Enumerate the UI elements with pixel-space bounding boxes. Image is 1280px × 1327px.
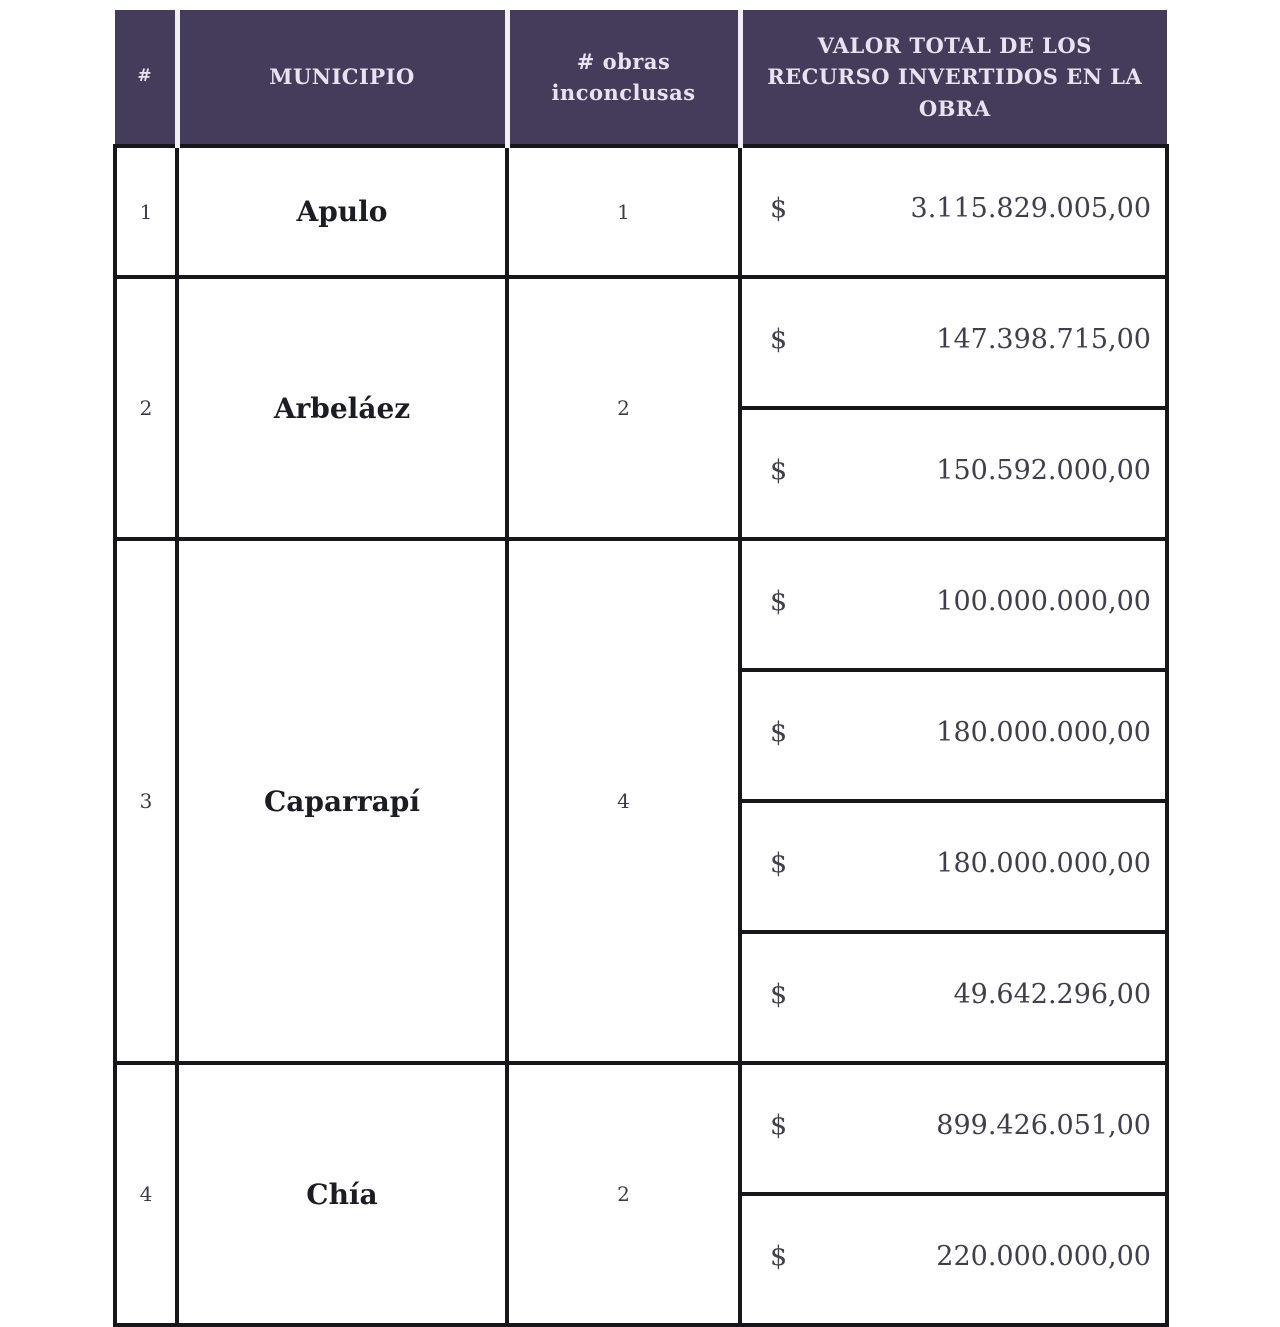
obras-inconclusas-table [113, 10, 1169, 1327]
obras-count-cell: 4 [507, 539, 740, 1063]
invested-amount: 150.592.000,00 [936, 455, 1151, 486]
invested-amount: 147.398.715,00 [936, 324, 1151, 355]
table-row [115, 277, 1167, 408]
header-municipio-label: MUNICIPIO [269, 64, 415, 90]
value-cell [740, 539, 1167, 670]
row-number-cell: 2 [115, 277, 177, 539]
table-header [115, 10, 1167, 146]
currency-symbol: $ [770, 193, 788, 224]
currency-symbol: $ [770, 848, 788, 879]
value-cell [740, 801, 1167, 932]
currency-symbol: $ [770, 586, 788, 617]
table-row [115, 146, 1167, 277]
municipio-cell: Arbeláez [177, 277, 507, 539]
value-cell [740, 146, 1167, 277]
invested-amount: 180.000.000,00 [936, 848, 1151, 879]
municipio-cell: Apulo [177, 146, 507, 277]
obras-inconclusas-table-container [113, 10, 1169, 1327]
obras-count-cell: 1 [507, 146, 740, 277]
obras-count-cell: 2 [507, 1063, 740, 1325]
table-row [115, 539, 1167, 670]
invested-amount: 180.000.000,00 [936, 717, 1151, 748]
header-obras-inconclusas [507, 10, 740, 146]
header-municipio [177, 10, 507, 146]
currency-symbol: $ [770, 979, 788, 1010]
currency-symbol: $ [770, 455, 788, 486]
value-cell [740, 932, 1167, 1063]
header-number-label: # [137, 66, 153, 87]
obras-count-cell: 2 [507, 277, 740, 539]
invested-amount: 100.000.000,00 [936, 586, 1151, 617]
header-obras-label: # obras inconclusas [551, 48, 696, 105]
header-number [115, 10, 177, 146]
row-number-cell: 1 [115, 146, 177, 277]
header-valor-label: VALOR TOTAL DE LOS RECURSO INVERTIDOS EN LA OBRA [767, 32, 1143, 121]
value-cell [740, 408, 1167, 539]
currency-symbol: $ [770, 324, 788, 355]
value-cell [740, 670, 1167, 801]
value-cell [740, 277, 1167, 408]
table-row [115, 1063, 1167, 1194]
value-cell [740, 1194, 1167, 1325]
header-valor-total [740, 10, 1167, 146]
currency-symbol: $ [770, 717, 788, 748]
currency-symbol: $ [770, 1241, 788, 1272]
invested-amount: 3.115.829.005,00 [910, 193, 1151, 224]
currency-symbol: $ [770, 1110, 788, 1141]
invested-amount: 899.426.051,00 [936, 1110, 1151, 1141]
invested-amount: 49.642.296,00 [953, 979, 1151, 1010]
value-cell [740, 1063, 1167, 1194]
row-number-cell: 4 [115, 1063, 177, 1325]
municipio-cell: Chía [177, 1063, 507, 1325]
invested-amount: 220.000.000,00 [936, 1241, 1151, 1272]
municipio-cell: Caparrapí [177, 539, 507, 1063]
row-number-cell: 3 [115, 539, 177, 1063]
